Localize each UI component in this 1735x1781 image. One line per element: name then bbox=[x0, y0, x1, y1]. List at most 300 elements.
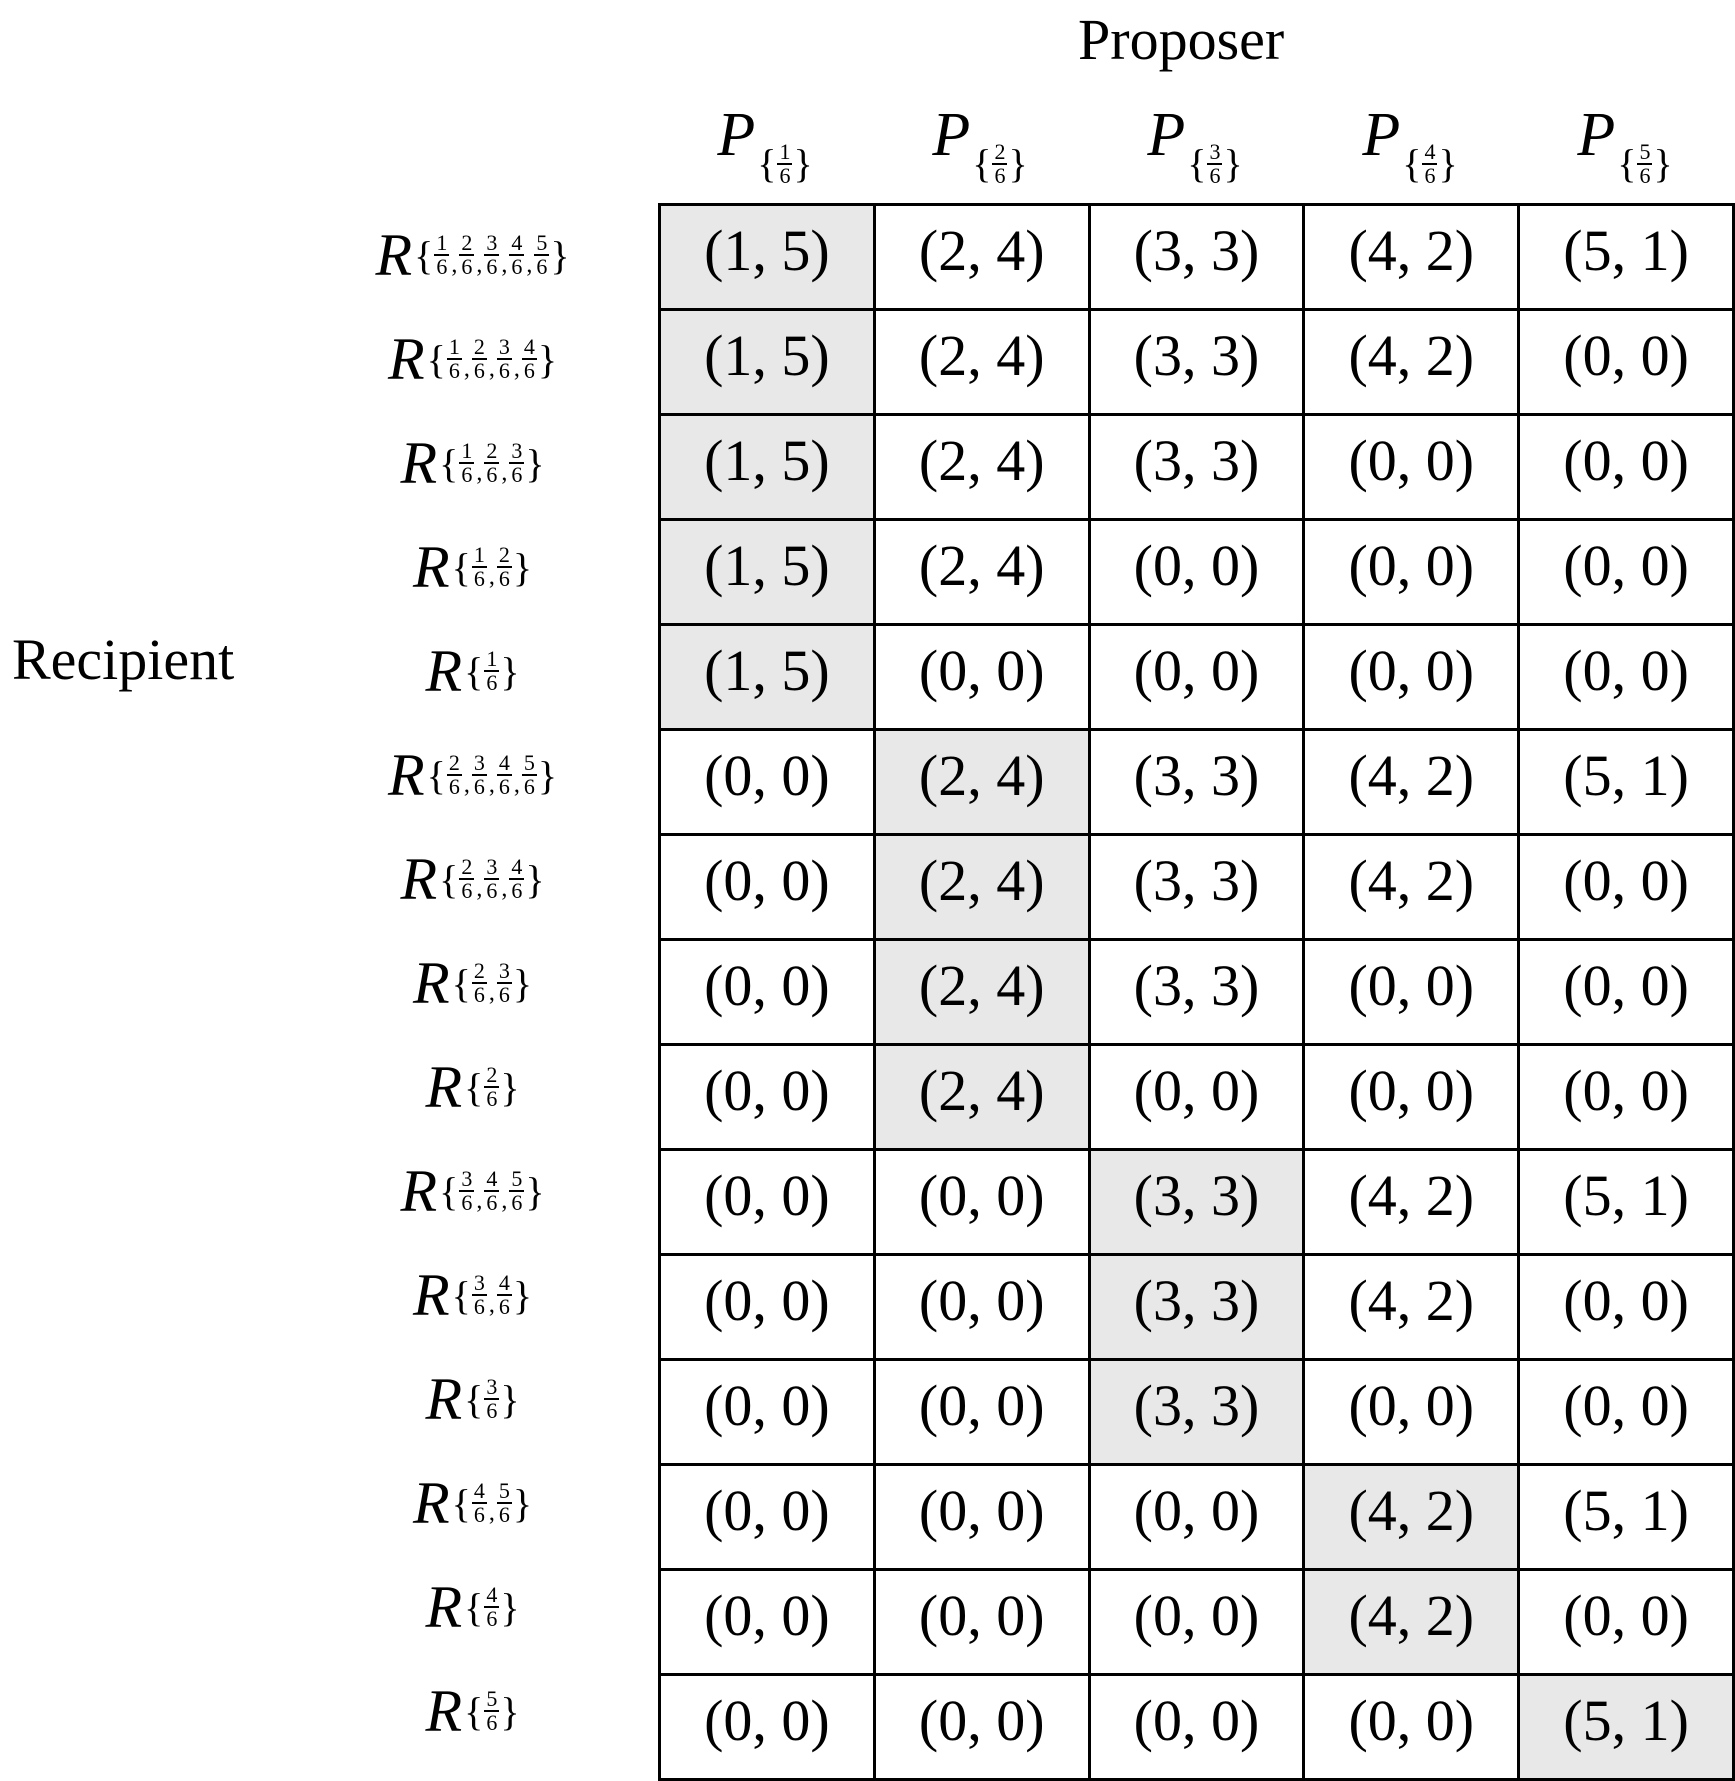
payoff-cell: (0, 0) bbox=[660, 730, 875, 835]
set-comma: , bbox=[513, 771, 520, 798]
row-label-3 bbox=[290, 411, 655, 515]
fraction-numerator: 3 bbox=[461, 1166, 473, 1191]
payoff-cell-highlighted: (2, 4) bbox=[874, 1045, 1089, 1150]
table-row bbox=[660, 520, 1734, 625]
fraction bbox=[509, 440, 524, 486]
fraction bbox=[459, 440, 474, 486]
payoff-cell: (4, 2) bbox=[1304, 835, 1519, 940]
fraction-numerator: 3 bbox=[498, 334, 510, 359]
fraction-numerator: 2 bbox=[473, 958, 485, 983]
fraction bbox=[1637, 138, 1652, 188]
left-brace: { bbox=[414, 232, 434, 278]
fraction-numerator: 5 bbox=[486, 1686, 498, 1711]
fraction-numerator: 3 bbox=[473, 1270, 485, 1295]
fraction-denominator: 6 bbox=[511, 878, 523, 903]
column-header-symbol: P bbox=[932, 101, 971, 169]
fraction-denominator: 6 bbox=[473, 358, 485, 383]
payoff-cell: (3, 3) bbox=[1089, 835, 1304, 940]
payoff-cell-highlighted: (1, 5) bbox=[660, 625, 875, 730]
set-comma: , bbox=[476, 1187, 483, 1214]
left-brace: { bbox=[426, 336, 446, 382]
payoff-cell: (2, 4) bbox=[874, 205, 1089, 310]
payoff-cell-highlighted: (3, 3) bbox=[1089, 1255, 1304, 1360]
payoff-cell: (0, 0) bbox=[1519, 940, 1734, 1045]
payoff-cell: (0, 0) bbox=[1089, 1045, 1304, 1150]
payoff-cell: (0, 0) bbox=[1519, 1360, 1734, 1465]
row-label-2 bbox=[290, 307, 655, 411]
table-row bbox=[660, 205, 1734, 310]
payoff-cell: (0, 0) bbox=[1519, 520, 1734, 625]
fraction bbox=[509, 232, 524, 278]
table-row bbox=[660, 1255, 1734, 1360]
row-label-8 bbox=[290, 931, 655, 1035]
fraction-numerator: 4 bbox=[486, 1582, 498, 1607]
fraction-denominator: 6 bbox=[994, 162, 1006, 188]
payoff-cell-highlighted: (4, 2) bbox=[1304, 1570, 1519, 1675]
fraction-denominator: 6 bbox=[523, 358, 535, 383]
fraction-numerator: 3 bbox=[498, 958, 510, 983]
fraction bbox=[434, 232, 449, 278]
fraction bbox=[484, 856, 499, 902]
fraction bbox=[484, 440, 499, 486]
recipient-axis-title: Recipient bbox=[12, 627, 235, 692]
payoff-cell-highlighted: (4, 2) bbox=[1304, 1465, 1519, 1570]
fraction-denominator: 6 bbox=[473, 1294, 485, 1319]
set-comma: , bbox=[488, 979, 495, 1006]
row-label-symbol: R bbox=[425, 1677, 463, 1744]
right-brace: } bbox=[512, 544, 533, 590]
payoff-cell: (0, 0) bbox=[1519, 1045, 1734, 1150]
payoff-cell: (0, 0) bbox=[1519, 310, 1734, 415]
payoff-cell: (2, 4) bbox=[874, 415, 1089, 520]
fraction-denominator: 6 bbox=[486, 254, 498, 279]
fraction-numerator: 5 bbox=[511, 1166, 523, 1191]
set-comma: , bbox=[476, 459, 483, 486]
payoff-cell: (3, 3) bbox=[1089, 415, 1304, 520]
fraction-numerator: 3 bbox=[486, 854, 498, 879]
column-header-4 bbox=[1303, 100, 1517, 187]
fraction-denominator: 6 bbox=[498, 1294, 510, 1319]
column-header-subscript bbox=[1402, 140, 1457, 187]
fraction-denominator: 6 bbox=[448, 358, 460, 383]
left-brace: { bbox=[439, 1168, 459, 1214]
set-comma: , bbox=[488, 771, 495, 798]
payoff-cell-highlighted: (2, 4) bbox=[874, 940, 1089, 1045]
table-row bbox=[660, 835, 1734, 940]
row-label-subscript bbox=[427, 336, 557, 383]
payoff-cell: (0, 0) bbox=[874, 1150, 1089, 1255]
fraction-denominator: 6 bbox=[486, 462, 498, 487]
payoff-cell: (0, 0) bbox=[660, 1570, 875, 1675]
payoff-cell-highlighted: (3, 3) bbox=[1089, 1150, 1304, 1255]
fraction bbox=[484, 1064, 499, 1110]
fraction bbox=[1207, 138, 1222, 188]
table-row bbox=[660, 310, 1734, 415]
fraction bbox=[522, 752, 537, 798]
column-header-3 bbox=[1088, 100, 1302, 187]
payoff-cell: (0, 0) bbox=[660, 1360, 875, 1465]
payoff-cell: (0, 0) bbox=[1519, 625, 1734, 730]
fraction-numerator: 5 bbox=[1639, 138, 1651, 164]
left-brace: { bbox=[972, 141, 992, 186]
payoff-cell-highlighted: (1, 5) bbox=[660, 415, 875, 520]
fraction-numerator: 1 bbox=[486, 646, 498, 671]
column-header-symbol: P bbox=[717, 101, 756, 169]
fraction-denominator: 6 bbox=[486, 1398, 498, 1423]
fraction-denominator: 6 bbox=[473, 774, 485, 799]
row-label-symbol: R bbox=[412, 1261, 450, 1328]
right-brace: } bbox=[500, 1584, 520, 1630]
payoff-cell: (0, 0) bbox=[874, 1675, 1089, 1780]
fraction-denominator: 6 bbox=[498, 358, 510, 383]
payoff-cell-highlighted: (1, 5) bbox=[660, 520, 875, 625]
table-row bbox=[660, 940, 1734, 1045]
row-label-subscript bbox=[452, 1272, 532, 1319]
fraction bbox=[472, 336, 487, 382]
row-label-symbol: R bbox=[412, 949, 450, 1016]
fraction-numerator: 3 bbox=[473, 750, 485, 775]
row-label-4 bbox=[290, 515, 655, 619]
set-comma: , bbox=[501, 251, 508, 278]
fraction-numerator: 2 bbox=[486, 1062, 498, 1087]
set-comma: , bbox=[501, 875, 508, 902]
right-brace: } bbox=[1223, 141, 1243, 186]
fraction bbox=[484, 648, 499, 694]
set-comma: , bbox=[463, 771, 470, 798]
fraction-numerator: 4 bbox=[511, 854, 523, 879]
row-label-symbol: R bbox=[412, 1469, 450, 1536]
fraction-numerator: 2 bbox=[498, 542, 510, 567]
payoff-cell: (0, 0) bbox=[1519, 835, 1734, 940]
fraction-numerator: 5 bbox=[498, 1478, 510, 1503]
fraction-denominator: 6 bbox=[486, 670, 498, 695]
fraction-numerator: 5 bbox=[523, 750, 535, 775]
right-brace: } bbox=[550, 232, 570, 278]
fraction bbox=[459, 1168, 474, 1214]
fraction-numerator: 2 bbox=[473, 334, 485, 359]
fraction-denominator: 6 bbox=[511, 462, 523, 487]
left-brace: { bbox=[757, 141, 777, 186]
fraction-denominator: 6 bbox=[436, 254, 448, 279]
row-label-symbol: R bbox=[387, 741, 425, 808]
table-row bbox=[660, 1150, 1734, 1255]
row-label-subscript bbox=[464, 648, 519, 695]
payoff-cell: (0, 0) bbox=[660, 1045, 875, 1150]
set-comma: , bbox=[501, 459, 508, 486]
left-brace: { bbox=[451, 1272, 471, 1318]
right-brace: } bbox=[537, 336, 558, 382]
fraction-numerator: 4 bbox=[511, 230, 523, 255]
fraction-denominator: 6 bbox=[498, 566, 510, 591]
fraction-denominator: 6 bbox=[473, 1502, 485, 1527]
row-label-subscript bbox=[439, 440, 544, 487]
payoff-cell: (4, 2) bbox=[1304, 205, 1519, 310]
row-label-subscript bbox=[414, 232, 569, 279]
left-brace: { bbox=[1617, 141, 1637, 186]
set-comma: , bbox=[488, 1499, 495, 1526]
right-brace: } bbox=[500, 1064, 520, 1110]
payoff-cell: (0, 0) bbox=[1304, 1045, 1519, 1150]
fraction-numerator: 2 bbox=[448, 750, 460, 775]
row-label-6 bbox=[290, 723, 655, 827]
fraction bbox=[484, 1688, 499, 1734]
fraction bbox=[484, 1376, 499, 1422]
right-brace: } bbox=[1008, 141, 1028, 186]
table-row bbox=[660, 1360, 1734, 1465]
fraction-numerator: 2 bbox=[994, 138, 1006, 164]
fraction-numerator: 4 bbox=[523, 334, 535, 359]
right-brace: } bbox=[525, 856, 545, 902]
table-row bbox=[660, 1465, 1734, 1570]
left-brace: { bbox=[439, 856, 459, 902]
fraction-denominator: 6 bbox=[1209, 162, 1221, 188]
right-brace: } bbox=[512, 960, 533, 1006]
payoff-cell: (0, 0) bbox=[1304, 625, 1519, 730]
payoff-cell: (3, 3) bbox=[1089, 940, 1304, 1045]
fraction-denominator: 6 bbox=[473, 566, 485, 591]
left-brace: { bbox=[1187, 141, 1207, 186]
row-label-11 bbox=[290, 1243, 655, 1347]
fraction bbox=[472, 544, 487, 590]
payoff-cell: (0, 0) bbox=[660, 835, 875, 940]
fraction-denominator: 6 bbox=[498, 774, 510, 799]
payoff-cell: (0, 0) bbox=[660, 1675, 875, 1780]
payoff-cell: (0, 0) bbox=[1519, 1570, 1734, 1675]
row-label-15 bbox=[290, 1659, 655, 1763]
set-comma: , bbox=[488, 355, 495, 382]
fraction bbox=[509, 1168, 524, 1214]
fraction-denominator: 6 bbox=[779, 162, 791, 188]
fraction-numerator: 5 bbox=[536, 230, 548, 255]
fraction bbox=[497, 544, 512, 590]
right-brace: } bbox=[500, 648, 520, 694]
payoff-cell-highlighted: (2, 4) bbox=[874, 835, 1089, 940]
column-header-symbol: P bbox=[1147, 101, 1186, 169]
fraction-denominator: 6 bbox=[486, 1190, 498, 1215]
column-header-1 bbox=[658, 100, 872, 187]
set-comma: , bbox=[476, 251, 483, 278]
fraction-denominator: 6 bbox=[498, 1502, 510, 1527]
fraction-numerator: 2 bbox=[461, 230, 473, 255]
payoff-cell: (0, 0) bbox=[660, 1255, 875, 1360]
fraction-denominator: 6 bbox=[511, 254, 523, 279]
row-label-1 bbox=[290, 203, 655, 307]
proposer-axis-title: Proposer bbox=[1078, 7, 1285, 72]
payoff-cell-highlighted: (5, 1) bbox=[1519, 1675, 1734, 1780]
left-brace: { bbox=[426, 752, 446, 798]
fraction-denominator: 6 bbox=[448, 774, 460, 799]
row-label-9 bbox=[290, 1035, 655, 1139]
payoff-cell: (0, 0) bbox=[1304, 415, 1519, 520]
column-header-subscript bbox=[1617, 140, 1672, 187]
set-comma: , bbox=[501, 1187, 508, 1214]
payoff-cell-highlighted: (2, 4) bbox=[874, 730, 1089, 835]
row-label-symbol: R bbox=[400, 845, 438, 912]
fraction bbox=[459, 856, 474, 902]
payoff-cell: (4, 2) bbox=[1304, 1150, 1519, 1255]
payoff-cell: (0, 0) bbox=[874, 1465, 1089, 1570]
row-label-symbol: R bbox=[425, 1365, 463, 1432]
right-brace: } bbox=[537, 752, 558, 798]
fraction-denominator: 6 bbox=[486, 1086, 498, 1111]
set-comma: , bbox=[463, 355, 470, 382]
payoff-cell: (0, 0) bbox=[1519, 1255, 1734, 1360]
row-label-symbol: R bbox=[425, 1053, 463, 1120]
payoff-cell-highlighted: (3, 3) bbox=[1089, 1360, 1304, 1465]
payoff-cell-highlighted: (1, 5) bbox=[660, 310, 875, 415]
payoff-cell: (0, 0) bbox=[874, 1360, 1089, 1465]
fraction-denominator: 6 bbox=[511, 1190, 523, 1215]
fraction bbox=[472, 960, 487, 1006]
row-label-subscript bbox=[452, 1480, 532, 1527]
row-label-subscript bbox=[452, 960, 532, 1007]
fraction-numerator: 1 bbox=[473, 542, 485, 567]
payoff-matrix bbox=[658, 203, 1735, 1781]
fraction-numerator: 4 bbox=[486, 1166, 498, 1191]
fraction bbox=[497, 752, 512, 798]
payoff-cell: (0, 0) bbox=[1089, 625, 1304, 730]
payoff-cell: (0, 0) bbox=[1304, 1360, 1519, 1465]
right-brace: } bbox=[1653, 141, 1673, 186]
payoff-cell: (4, 2) bbox=[1304, 1255, 1519, 1360]
fraction bbox=[484, 232, 499, 278]
fraction-denominator: 6 bbox=[473, 982, 485, 1007]
payoff-cell-highlighted: (1, 5) bbox=[660, 205, 875, 310]
payoff-cell: (0, 0) bbox=[874, 1570, 1089, 1675]
fraction-numerator: 4 bbox=[473, 1478, 485, 1503]
fraction bbox=[497, 1272, 512, 1318]
fraction-denominator: 6 bbox=[461, 462, 473, 487]
payoff-cell: (0, 0) bbox=[1089, 1675, 1304, 1780]
set-comma: , bbox=[451, 251, 458, 278]
row-label-subscript bbox=[439, 1168, 544, 1215]
row-label-14 bbox=[290, 1555, 655, 1659]
set-comma: , bbox=[488, 563, 495, 590]
right-brace: } bbox=[525, 440, 545, 486]
fraction bbox=[472, 752, 487, 798]
fraction bbox=[509, 856, 524, 902]
row-label-12 bbox=[290, 1347, 655, 1451]
column-header-subscript bbox=[1187, 140, 1242, 187]
column-header-symbol: P bbox=[1577, 101, 1616, 169]
fraction bbox=[459, 232, 474, 278]
row-label-symbol: R bbox=[425, 637, 463, 704]
payoff-cell: (0, 0) bbox=[660, 1465, 875, 1570]
row-label-10 bbox=[290, 1139, 655, 1243]
payoff-cell: (5, 1) bbox=[1519, 205, 1734, 310]
row-label-subscript bbox=[439, 856, 544, 903]
fraction-denominator: 6 bbox=[536, 254, 548, 279]
table-row bbox=[660, 1675, 1734, 1780]
fraction bbox=[777, 138, 792, 188]
left-brace: { bbox=[464, 1376, 484, 1422]
row-label-subscript bbox=[464, 1688, 519, 1735]
right-brace: } bbox=[793, 141, 813, 186]
left-brace: { bbox=[451, 960, 471, 1006]
table-row bbox=[660, 415, 1734, 520]
payoff-cell: (4, 2) bbox=[1304, 730, 1519, 835]
fraction-numerator: 1 bbox=[448, 334, 460, 359]
fraction bbox=[1422, 138, 1437, 188]
row-label-symbol: R bbox=[387, 325, 425, 392]
payoff-cell: (0, 0) bbox=[1089, 1570, 1304, 1675]
row-label-subscript bbox=[427, 752, 557, 799]
fraction-denominator: 6 bbox=[486, 1606, 498, 1631]
column-header-subscript bbox=[972, 140, 1027, 187]
fraction-denominator: 6 bbox=[486, 1710, 498, 1735]
payoff-cell: (0, 0) bbox=[1089, 520, 1304, 625]
right-brace: } bbox=[1438, 141, 1458, 186]
fraction-numerator: 3 bbox=[1209, 138, 1221, 164]
fraction bbox=[992, 138, 1007, 188]
payoff-cell: (4, 2) bbox=[1304, 310, 1519, 415]
fraction-numerator: 4 bbox=[498, 1270, 510, 1295]
fraction bbox=[472, 1480, 487, 1526]
fraction-denominator: 6 bbox=[461, 1190, 473, 1215]
right-brace: } bbox=[512, 1272, 533, 1318]
fraction-denominator: 6 bbox=[498, 982, 510, 1007]
payoff-cell: (0, 0) bbox=[1304, 520, 1519, 625]
row-label-subscript bbox=[464, 1584, 519, 1631]
fraction-numerator: 1 bbox=[461, 438, 473, 463]
set-comma: , bbox=[526, 251, 533, 278]
payoff-cell: (5, 1) bbox=[1519, 1150, 1734, 1255]
payoff-cell: (2, 4) bbox=[874, 310, 1089, 415]
fraction-denominator: 6 bbox=[486, 878, 498, 903]
fraction-numerator: 2 bbox=[461, 854, 473, 879]
fraction-numerator: 1 bbox=[779, 138, 791, 164]
fraction-numerator: 3 bbox=[486, 1374, 498, 1399]
row-label-subscript bbox=[464, 1376, 519, 1423]
right-brace: } bbox=[500, 1688, 520, 1734]
fraction-denominator: 6 bbox=[461, 878, 473, 903]
payoff-cell: (0, 0) bbox=[1304, 940, 1519, 1045]
fraction-denominator: 6 bbox=[1639, 162, 1651, 188]
left-brace: { bbox=[1402, 141, 1422, 186]
table-row bbox=[660, 625, 1734, 730]
fraction-numerator: 2 bbox=[486, 438, 498, 463]
fraction-numerator: 3 bbox=[511, 438, 523, 463]
table-row bbox=[660, 1045, 1734, 1150]
fraction bbox=[497, 336, 512, 382]
payoff-cell: (0, 0) bbox=[1304, 1675, 1519, 1780]
row-label-symbol: R bbox=[412, 533, 450, 600]
payoff-cell: (2, 4) bbox=[874, 520, 1089, 625]
fraction bbox=[447, 336, 462, 382]
payoff-cell: (0, 0) bbox=[1519, 415, 1734, 520]
fraction-numerator: 4 bbox=[1424, 138, 1436, 164]
fraction bbox=[484, 1168, 499, 1214]
column-header-5 bbox=[1518, 100, 1732, 187]
fraction-denominator: 6 bbox=[1424, 162, 1436, 188]
left-brace: { bbox=[464, 648, 484, 694]
payoff-cell: (0, 0) bbox=[874, 1255, 1089, 1360]
column-header-symbol: P bbox=[1362, 101, 1401, 169]
payoff-cell: (0, 0) bbox=[660, 940, 875, 1045]
fraction-numerator: 3 bbox=[486, 230, 498, 255]
fraction bbox=[447, 752, 462, 798]
row-label-13 bbox=[290, 1451, 655, 1555]
payoff-cell: (3, 3) bbox=[1089, 730, 1304, 835]
payoff-cell: (3, 3) bbox=[1089, 310, 1304, 415]
row-label-symbol: R bbox=[425, 1573, 463, 1640]
fraction-denominator: 6 bbox=[461, 254, 473, 279]
payoff-cell: (5, 1) bbox=[1519, 1465, 1734, 1570]
fraction bbox=[472, 1272, 487, 1318]
row-label-subscript bbox=[452, 544, 532, 591]
payoff-cell: (0, 0) bbox=[660, 1150, 875, 1255]
fraction-numerator: 4 bbox=[498, 750, 510, 775]
